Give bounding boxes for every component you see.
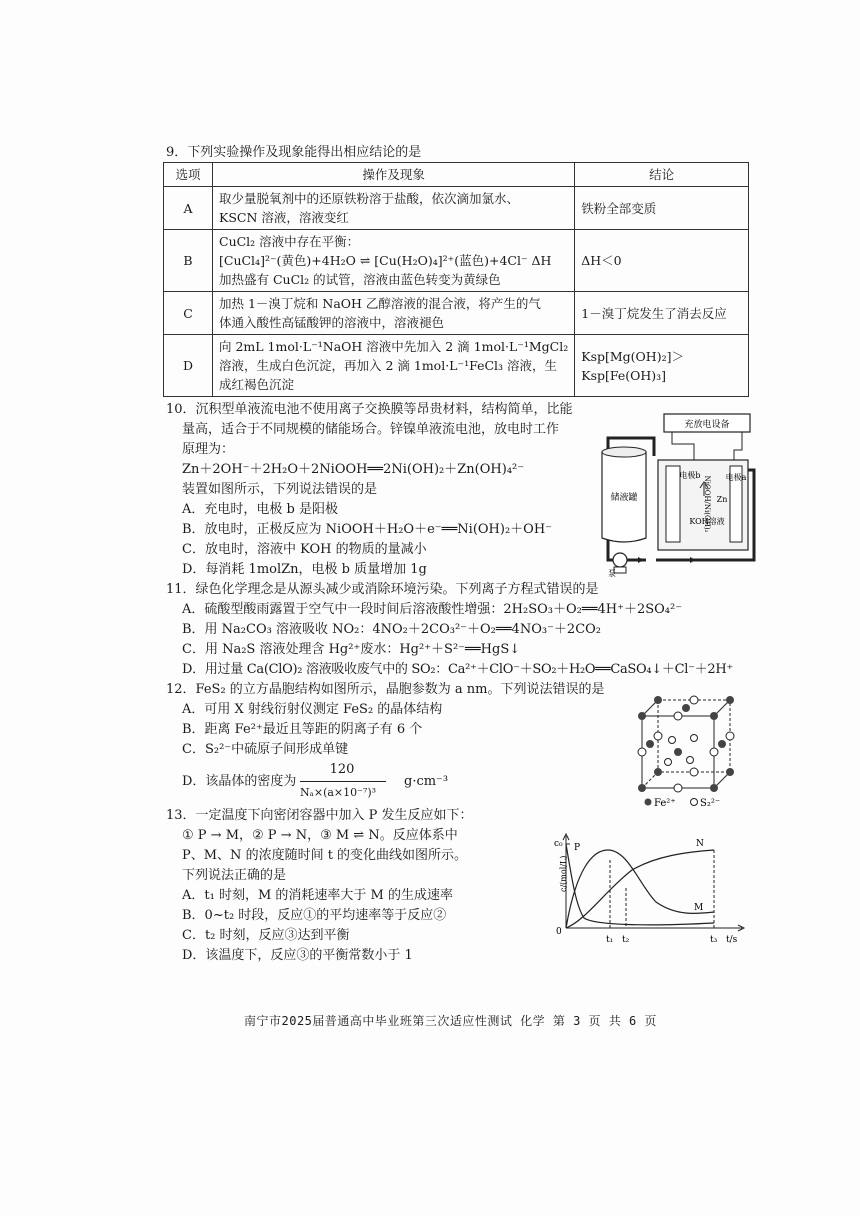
conclusion-cell: 1－溴丁烷发生了消去反应 (575, 292, 749, 335)
operation-line: [CuCl₄]²⁻(黄色)+4H₂O ⇌ [Cu(H₂O)₄]²⁺(蓝色)+4Cl⁻ ΔH (219, 253, 552, 268)
curve-n-label: N (696, 839, 704, 849)
header-operation: 操作及现象 (213, 163, 575, 187)
operation-line: CuCl₂ 溶液中存在平衡： (219, 234, 360, 249)
option-cell: C (164, 292, 213, 335)
pump-icon (613, 553, 627, 567)
density-denominator: Nₐ×(a×10⁻⁷)³ (300, 786, 377, 799)
operation-line: 向 2mL 1mol·L⁻¹NaOH 溶液中先加入 2 滴 1mol·L⁻¹MgCl₂ (219, 339, 569, 354)
table-row (164, 292, 749, 335)
table-row (164, 335, 749, 397)
operation-cell (213, 292, 575, 335)
fe-legend-label: Fe²⁺ (654, 798, 676, 808)
question-13-prompt: 下列说法正确的是 (182, 868, 287, 883)
table-row (164, 187, 749, 230)
crystal-cell-diagram (628, 690, 738, 808)
question-12-option-c: C．S₂²⁻中硫原子间形成单键 (182, 742, 349, 757)
table-header-row (164, 163, 749, 187)
question-10-stem: 原理为： (182, 442, 235, 457)
tank-label: 储液罐 (610, 493, 638, 503)
density-numerator: 120 (329, 762, 355, 777)
question-11-stem: 11．绿色化学理念是从源头减少或消除环境污染。下列离子方程式错误的是 (166, 582, 599, 597)
question-10-option-a: A．充电时，电极 b 是阳极 (182, 502, 338, 517)
battery-diagram (594, 410, 758, 578)
c0-label: c₀ (554, 839, 563, 849)
question-13-stem: 13．一定温度下向密闭容器中加入 P 发生反应如下： (166, 808, 473, 823)
s2-legend-label: S₂²⁻ (700, 798, 721, 808)
question-10-option-d: D．每消耗 1molZn，电极 b 质量增加 1g (182, 562, 427, 577)
wire (734, 432, 742, 460)
header-option: 选项 (164, 163, 213, 187)
pump-label: 泵 (608, 569, 616, 578)
question-11-option-a: A．硫酸型酸雨露置于空气中一段时间后溶液酸性增强：2H₂SO₃＋O₂══4H⁺＋2SO₄²⁻ (182, 602, 683, 617)
t2-label: t₂ (622, 935, 630, 945)
x-axis-label: t/s (726, 935, 738, 945)
s2-legend-icon (691, 799, 698, 806)
operation-line: 体通入酸性高锰酸钾的溶液中，溶液褪色 (219, 315, 445, 330)
question-12-option-d: D．该晶体的密度为 (182, 774, 297, 789)
origin-label: 0 (556, 927, 562, 937)
tank-top (602, 447, 646, 457)
wire (672, 432, 694, 460)
question-10-option-b: B．放电时，正极反应为 NiOOH＋H₂O＋e⁻══Ni(OH)₂＋OH⁻ (182, 522, 553, 537)
charger-label: 充放电设备 (684, 420, 730, 430)
question-10-stem: 量高，适合于不同规模的储能场合。锌镍单液流电池，放电时工作 (182, 422, 560, 437)
page-footer: 南宁市2025届普通高中毕业班第三次适应性测试 化学 第 3 页 共 6 页 (244, 1014, 657, 1028)
electrode-a-label: 电极a (725, 473, 747, 482)
fe-legend-icon (645, 799, 652, 806)
question-12-option-b: B．距离 Fe²⁺最近且等距的阴离子有 6 个 (182, 722, 423, 737)
question-12-stem: 12．FeS₂ 的立方晶胞结构如图所示，晶胞参数为 a nm。下列说法错误的是 (166, 682, 605, 697)
curve-m-label: M (694, 903, 704, 913)
fraction-bar (300, 781, 386, 782)
question-13-stem: ① P → M，② P → N，③ M ⇌ N。反应体系中 (182, 828, 458, 843)
option-cell: D (164, 335, 213, 397)
question-11-option-c: C．用 Na₂S 溶液处理含 Hg²⁺废水：Hg²⁺＋S²⁻══HgS↓ (182, 642, 521, 657)
conclusion-cell: Ksp[Mg(OH)₂]＞Ksp[Fe(OH)₃] (575, 335, 749, 397)
question-13-option-a: A．t₁ 时刻，M 的消耗速率大于 M 的生成速率 (182, 888, 453, 903)
question-10-stem: 10．沉积型单液流电池不使用离子交换膜等昂贵材料，结构简单，比能 (166, 402, 573, 417)
y-axis-label: c/(mol/L) (559, 855, 568, 892)
question-10-prompt: 装置如图所示，下列说法错误的是 (182, 482, 378, 497)
table-row (164, 230, 749, 292)
operation-cell (213, 187, 575, 230)
density-unit: g·cm⁻³ (404, 774, 449, 789)
zn-label: Zn (716, 495, 728, 504)
question-13-option-b: B．0~t₂ 时段，反应①的平均速率等于反应② (182, 908, 447, 923)
question-10-equation: Zn＋2OH⁻＋2H₂O＋2NiOOH══2Ni(OH)₂＋Zn(OH)₄²⁻ (182, 462, 525, 477)
operation-line: 成红褐色沉淀 (219, 377, 295, 392)
curve-p-label: P (574, 843, 581, 853)
operation-line: KSCN 溶液，溶液变红 (219, 210, 349, 225)
question-13-option-d: D．该温度下，反应③的平衡常数小于 1 (182, 948, 413, 963)
electrode-b (666, 466, 680, 542)
electrode-b-material: NiOOH/Ni(OH)₂ (703, 475, 711, 533)
electrode-b-label: 电极b (679, 471, 701, 480)
question-9-title: 9．下列实验操作及现象能得出相应结论的是 (166, 145, 422, 160)
arrow-icon (638, 557, 644, 563)
t1-label: t₁ (606, 935, 614, 945)
koh-label: KOH溶液 (689, 517, 725, 526)
arrow-icon (690, 557, 696, 563)
curve-m (566, 850, 714, 928)
question-12-option-a: A．可用 X 射线衍射仪测定 FeS₂ 的晶体结构 (182, 702, 443, 717)
question-13-option-c: C．t₂ 时刻，反应③达到平衡 (182, 928, 350, 943)
operation-line: 取少量脱氧剂中的还原铁粉溶于盐酸，依次滴加氯水、 (219, 191, 520, 206)
operation-cell (213, 335, 575, 397)
question-13-stem: P、M、N 的浓度随时间 t 的变化曲线如图所示。 (182, 848, 468, 863)
option-cell: A (164, 187, 213, 230)
header-conclusion: 结论 (575, 163, 749, 187)
t3-label: t₃ (710, 935, 718, 945)
operation-line: 加热盛有 CuCl₂ 的试管，溶液由蓝色转变为黄绿色 (219, 272, 501, 287)
question-10-option-c: C．放电时，溶液中 KOH 的物质的量减小 (182, 542, 427, 557)
operation-cell (213, 230, 575, 292)
option-cell: B (164, 230, 213, 292)
question-11-option-b: B．用 Na₂CO₃ 溶液吸收 NO₂：4NO₂＋2CO₃²⁻＋O₂══4NO₃⁻＋2CO₂ (182, 622, 602, 637)
concentration-graph (536, 830, 750, 948)
conclusion-cell: 铁粉全部变质 (575, 187, 749, 230)
conclusion-cell: ΔH＜0 (575, 230, 749, 292)
operation-line: 加热 1－溴丁烷和 NaOH 乙醇溶液的混合液，将产生的气 (219, 296, 541, 311)
operation-line: 溶液，生成白色沉淀，再加入 2 滴 1mol·L⁻¹FeCl₃ 溶液，生 (219, 358, 558, 373)
experiment-table (163, 162, 749, 397)
question-11-option-d: D．用过量 Ca(ClO)₂ 溶液吸收废气中的 SO₂：Ca²⁺＋ClO⁻＋SO₂＋H₂O══CaSO₄↓＋Cl⁻＋2H⁺ (182, 662, 733, 677)
